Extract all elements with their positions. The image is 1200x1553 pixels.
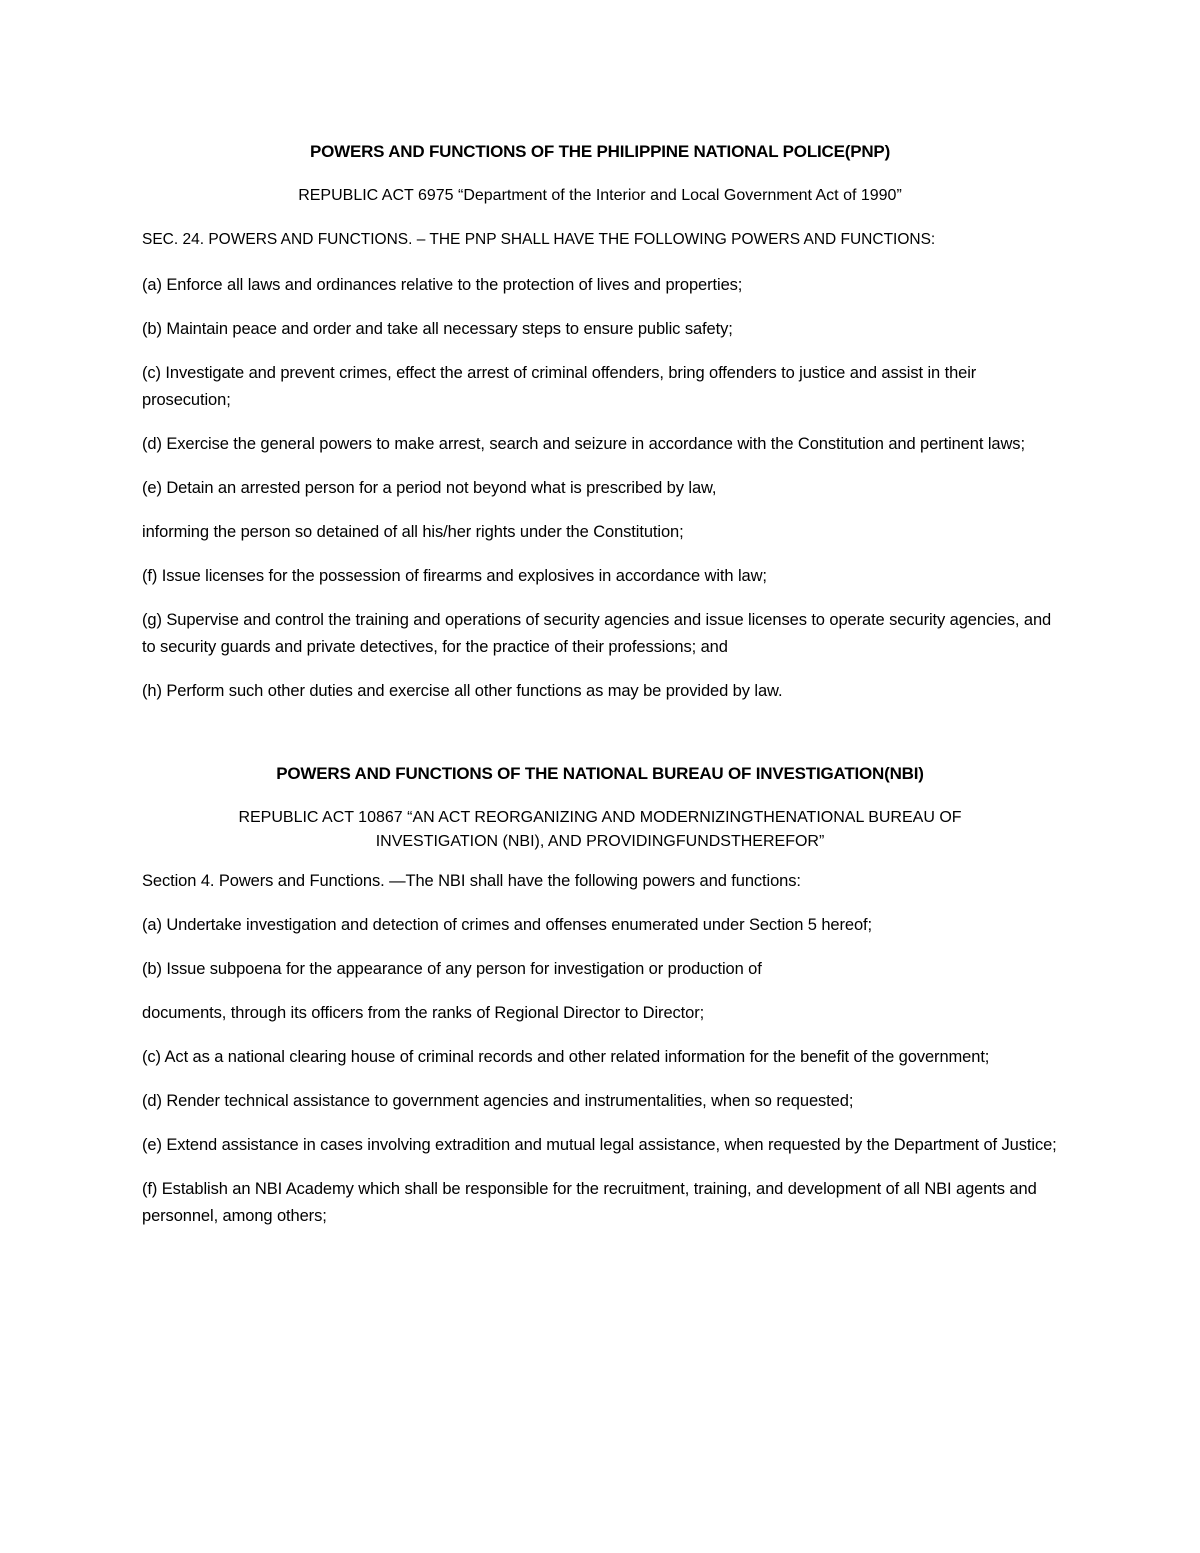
nbi-item-b: (b) Issue subpoena for the appearance of any person for investigation or production of — [142, 960, 762, 978]
document-page — [142, 140, 1058, 1247]
nbi-item-b-continued: documents, through its officers from the ranks of Regional Director to Director; — [142, 1004, 705, 1022]
nbi-item-c: (c) Act as a national clearing house of criminal records and other related information for the benefit of the government; — [142, 1048, 990, 1066]
pnp-item-h: (h) Perform such other duties and exercise all other functions as may be provided by law. — [142, 682, 783, 700]
pnp-item-e: (e) Detain an arrested person for a period not beyond what is prescribed by law, — [142, 479, 717, 497]
nbi-act-reference — [142, 806, 1058, 854]
pnp-item-d: (d) Exercise the general powers to make arrest, search and seizure in accordance with the Constitution and pertinent laws; — [142, 435, 1025, 453]
nbi-item-d: (d) Render technical assistance to government agencies and instrumentalities, when so requested; — [142, 1092, 854, 1110]
pnp-item-a: (a) Enforce all laws and ordinances relative to the protection of lives and properties; — [142, 276, 743, 294]
nbi-section-heading: Section 4. Powers and Functions. —The NBI shall have the following powers and functions: — [142, 872, 801, 890]
nbi-item-e: (e) Extend assistance in cases involving extradition and mutual legal assistance, when requested by the Department of Justice; — [142, 1136, 1057, 1154]
pnp-item-b: (b) Maintain peace and order and take all necessary steps to ensure public safety; — [142, 320, 733, 338]
section-spacer — [142, 722, 1058, 762]
nbi-act-line-1: REPUBLIC ACT 10867 “AN ACT REORGANIZING AND MODERNIZINGTHENATIONAL BUREAU OF — [238, 809, 962, 826]
pnp-section-heading: SEC. 24. POWERS AND FUNCTIONS. – THE PNP SHALL HAVE THE FOLLOWING POWERS AND FUNCTIONS: — [142, 231, 936, 248]
nbi-item-a: (a) Undertake investigation and detection of crimes and offenses enumerated under Section 5 hereof; — [142, 916, 872, 934]
nbi-act-line-2: INVESTIGATION (NBI), AND PROVIDINGFUNDSTHEREFOR” — [375, 833, 825, 850]
pnp-item-f: (f) Issue licenses for the possession of firearms and explosives in accordance with law; — [142, 567, 767, 585]
pnp-item-g: (g) Supervise and control the training and operations of security agencies and issue licenses to operate security agencies, and to security guards and private detectives, for the practice of their professions; and — [142, 611, 1052, 656]
pnp-title: POWERS AND FUNCTIONS OF THE PHILIPPINE NATIONAL POLICE(PNP) — [309, 142, 891, 161]
pnp-item-e-continued: informing the person so detained of all his/her rights under the Constitution; — [142, 523, 684, 541]
pnp-act-reference: REPUBLIC ACT 6975 “Department of the Interior and Local Government Act of 1990” — [298, 187, 902, 204]
pnp-item-c: (c) Investigate and prevent crimes, effect the arrest of criminal offenders, bring offenders to justice and assist in their prosecution; — [142, 364, 977, 409]
nbi-title: POWERS AND FUNCTIONS OF THE NATIONAL BUREAU OF INVESTIGATION(NBI) — [276, 764, 924, 783]
nbi-item-f: (f) Establish an NBI Academy which shall be responsible for the recruitment, training, and development of all NBI agents and personnel, among others; — [142, 1180, 1037, 1225]
